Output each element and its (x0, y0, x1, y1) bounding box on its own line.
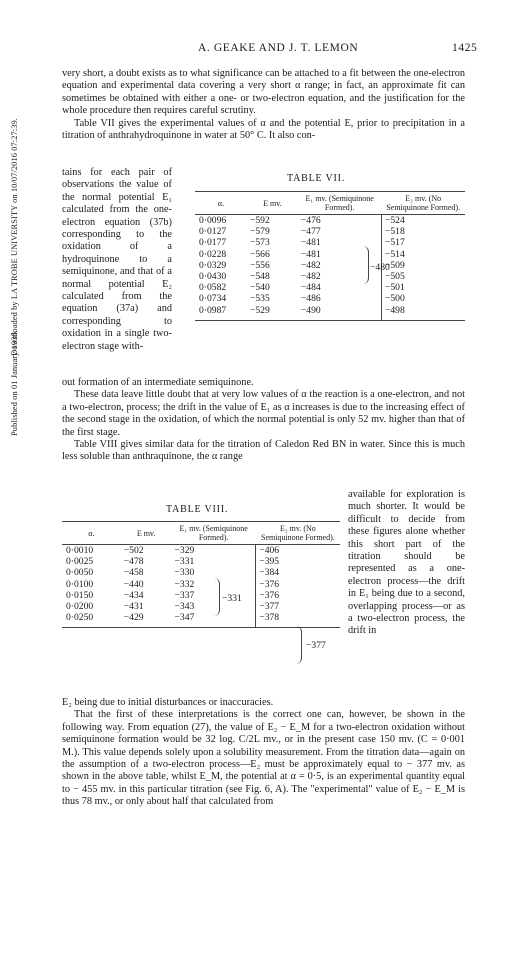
table-7-caption: TABLE VII. (287, 173, 346, 184)
paragraph-end (62, 697, 465, 809)
paragraph-2-end: out formation of an intermediate semiquinone. (62, 377, 254, 388)
side-download-note: Downloaded by LA TROBE UNIVERSITY on 10/07/2016 07:27:39. (10, 118, 19, 356)
table-8-cell: −431 (123, 601, 144, 613)
table-7-row (195, 237, 465, 248)
table-7-header-e1: E₁ mv. (Semiquinone Formed). (305, 194, 374, 212)
table-7-header-e2: E₂ mv. (No Semiquinone Formed). (386, 194, 461, 212)
table-7-cell: −517 (381, 237, 465, 248)
paragraph-1: very short, a doubt exists as to what significance can be attached to a fit between the one-electron equation and experimental data covering a very short α range; in fact, an approximate fit can sometimes be obtained with either a one- or two-electron equation, and the justification for the whole procedure then requires careful scrutiny. (62, 68, 465, 117)
paragraph-2-start: Table VII gives the experimental values of α and the potential E, prior to precipitation in a titration of anthrahydroquinone in water at 50° C. It also con- (62, 117, 465, 142)
table-7-cell: −501 (381, 282, 465, 293)
table-8-cell: −330 (174, 567, 195, 579)
table-7-row (195, 226, 465, 237)
table-7-cell: −592 (249, 215, 270, 226)
table-8-cell: 0·0050 (66, 567, 94, 579)
table-7-row (195, 215, 465, 227)
table-8-row (62, 556, 340, 567)
table-7-cell: −498 (381, 305, 465, 321)
table-8-cell: −337 (174, 589, 195, 601)
table-7-cell: −566 (249, 248, 270, 260)
table-7-cell: −529 (249, 304, 270, 316)
table-7-row (195, 271, 465, 282)
table-7-row (195, 282, 465, 293)
table-8-header-e: E mv. (136, 528, 156, 538)
table-8-cell: 0·0010 (66, 545, 94, 556)
table-8-cell: −331 (174, 556, 195, 568)
table-7-cell: −477 (300, 226, 321, 238)
table-7-cell: −540 (249, 282, 270, 294)
table-8-caption: TABLE VIII. (166, 504, 229, 515)
table-7-cell: 0·0096 (199, 215, 227, 226)
table-8-cell: −384 (256, 567, 340, 578)
table-7-cell: 0·0987 (199, 304, 227, 316)
paragraph-intro (62, 68, 465, 142)
table-7-cell: 0·0582 (199, 282, 227, 294)
table-7-brace-mean: −480 (370, 262, 390, 273)
table-8-cell: −434 (123, 589, 144, 601)
paragraph-4-wrapped: available for exploration is much shorter. It would be difficult to decide from these figures alone whether this short part of the titration should be represented as a one-electron process—the drift in E₁ being due to a second, overlapping process—or as a two-electron process, the drift in (348, 489, 465, 637)
table-7-cell: −514 (381, 249, 465, 260)
paragraph-4-start: Table VIII gives similar data for the titration of Caledon Red BN in water. Since this is much less soluble than anthraquinone, the α range (62, 439, 465, 463)
table-8-row (62, 590, 340, 601)
table-7-cell: 0·0127 (199, 226, 227, 238)
table-7-row (195, 249, 465, 260)
table-8-cell: 0·0025 (66, 556, 94, 568)
paragraph-5: That the first of these interpretations is the correct one can, however, be shown in the following way. From equation (27), the value of E₂ − E_M for a two-electron oxidation without semiquinone formation would be 32 log. C/2L mv., or in the present case 150 mv. (C = 0·001 M.). This value depends solely upon a solubility measurement. From the titration data—again on the assumption of a two-electron process—E₂ must be approximately equal to − 377 mv. as shown in the above table, whilst E_M, the potential at α = 0·5, is an experimental quantity equal to − 455 mv. in this particular titration (see Fig. 6, A). The "experimental" value of E₂ − E_M is thus 78 mv., or only about half that calculated from (62, 709, 465, 808)
table-7-cell: −500 (381, 293, 465, 304)
paragraph-middle (62, 377, 465, 464)
table-7-cell: −490 (300, 304, 321, 316)
table-7-cell: −535 (249, 293, 270, 305)
table-7-row (195, 293, 465, 304)
side-watermark-published (2, 330, 19, 970)
table-7-header-alpha: α. (217, 198, 225, 208)
table-8-cell: −502 (123, 545, 144, 556)
table-7-cell: −509 (381, 260, 465, 271)
table-8-cell: −458 (123, 567, 144, 579)
table-7-row (195, 305, 465, 321)
table-8-cell: −376 (256, 579, 340, 590)
table-7-cell: −482 (300, 271, 321, 283)
table-7-cell: 0·0734 (199, 293, 227, 305)
table-7-cell: −481 (300, 248, 321, 260)
table-7-cell: 0·0329 (199, 259, 227, 271)
table-8 (62, 521, 340, 628)
table-7-cell: −579 (249, 226, 270, 238)
table-8-cell: −376 (256, 590, 340, 601)
table-8-header-e2: E₂ mv. (No Semiquinone Formed). (261, 524, 335, 542)
table-8-row (62, 601, 340, 612)
table-8-header-alpha: α. (88, 528, 95, 538)
table-8-cell: −478 (123, 556, 144, 568)
table-7-brace (363, 246, 369, 284)
table-7-header-e: E mv. (263, 198, 282, 208)
table-8-cell: −429 (123, 612, 144, 624)
table-8-cell: −406 (256, 545, 340, 557)
table-8-cell: −440 (123, 578, 144, 590)
paragraph-3: These data leave little doubt that at very low values of α the reaction is a one-electron, and not a two-electron, process; the drift in the value of E₁ as α increases is due to the increasing effect of the second stage in the oxidation, of which the normal potential is only 52 mv. higher than that of the first stage. (62, 389, 465, 438)
table-7-cell: −573 (249, 237, 270, 249)
side-published-note: Published on 01 January 1938. (10, 330, 19, 436)
table-8-brace-e1 (214, 578, 220, 616)
header-authors: A. GEAKE AND J. T. LEMON (198, 42, 359, 54)
table-7-cell: −518 (381, 226, 465, 237)
table-7-cell: −556 (249, 259, 270, 271)
table-8-row (62, 579, 340, 590)
table-7-row (195, 260, 465, 271)
table-8-cell: −343 (174, 601, 195, 613)
table-8-cell: 0·0200 (66, 601, 94, 613)
table-7-cell: −505 (381, 271, 465, 282)
table-8-cell: 0·0100 (66, 578, 94, 590)
table-8-brace-e1-mean: −331 (222, 593, 242, 604)
table-7-cell: −548 (249, 271, 270, 283)
table-7-cell: −481 (300, 237, 321, 249)
table-8-row (62, 567, 340, 578)
paragraph-2-wrapped: tains for each pair of observations the value of the normal potential E₁ calculated from the one-electron equation (37b) corresponding to the oxidation of a hydroquinone to a semiquinone, and that of a normal potential E₂ calculated from the equation (37a) and corresponding to oxidation in a single two-electron stage with- (62, 167, 172, 352)
table-8-cell: −378 (256, 612, 340, 628)
paragraph-4-end: E₂ being due to initial disturbances or inaccuracies. (62, 697, 274, 708)
table-8-header-e1: E₁ mv. (Semiquinone Formed). (179, 524, 248, 542)
table-8-cell: −347 (174, 612, 195, 624)
table-7-cell: 0·0228 (199, 248, 227, 260)
table-7-cell: −482 (300, 259, 321, 271)
table-8-cell: 0·0150 (66, 589, 94, 601)
page-number: 1425 (452, 42, 478, 54)
table-8-cell: −329 (174, 545, 195, 556)
table-8-cell: −395 (256, 556, 340, 567)
table-8-cell: 0·0250 (66, 612, 94, 624)
table-7 (195, 191, 465, 321)
table-7-cell: −484 (300, 282, 321, 294)
table-8-brace-e2-mean: −377 (306, 640, 326, 651)
table-7-cell: −476 (300, 215, 321, 226)
table-7-cell: −486 (300, 293, 321, 305)
table-8-row (62, 545, 340, 557)
table-8-brace-e2 (296, 626, 302, 664)
table-7-cell: −524 (381, 215, 465, 227)
table-7-cell: 0·0430 (199, 271, 227, 283)
table-8-cell: −332 (174, 578, 195, 590)
table-8-cell: −377 (256, 601, 340, 612)
table-7-cell: 0·0177 (199, 237, 227, 249)
